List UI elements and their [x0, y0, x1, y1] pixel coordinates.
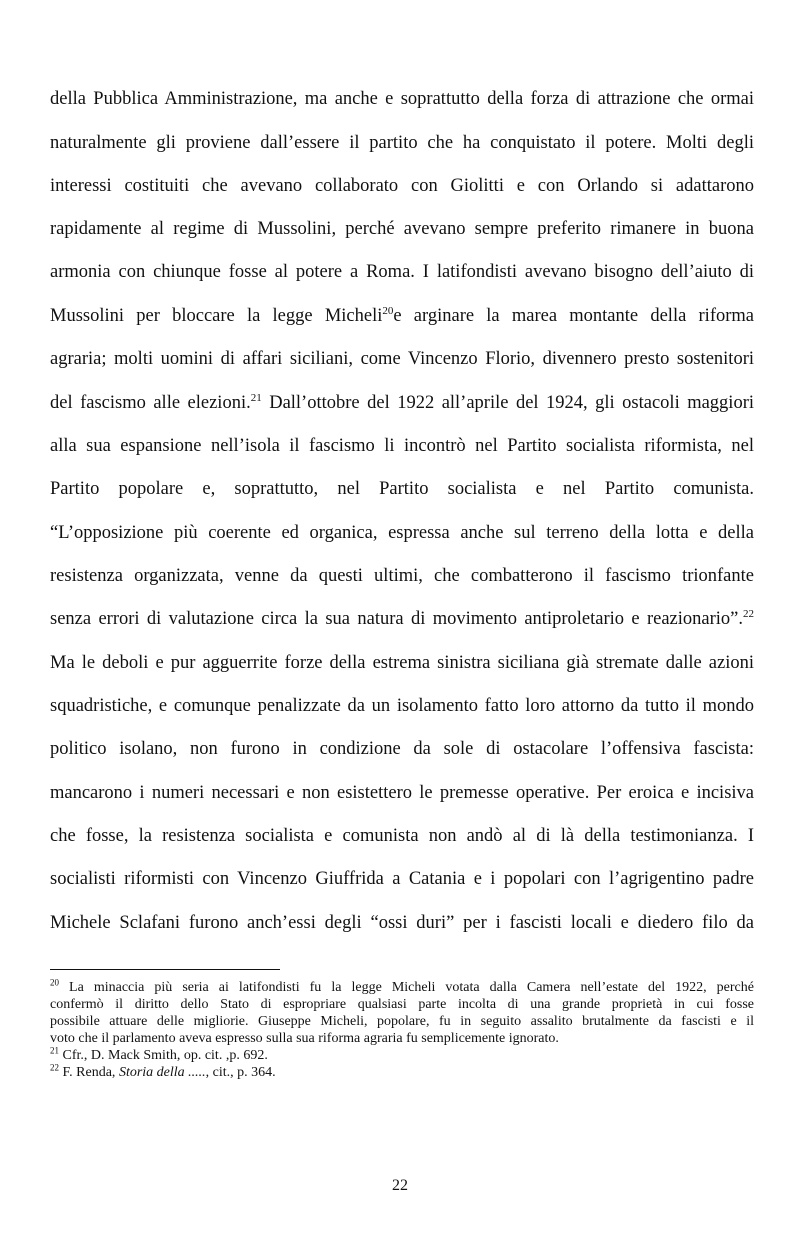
body-line [50, 305, 754, 327]
body-line [50, 392, 754, 414]
footnote-text: F. Renda, [59, 1065, 119, 1080]
body-line: squadristiche, e comunque penalizzate da un isolamento fatto loro attorno da tutto il mondo [50, 696, 754, 716]
footnote-number-20: 20 [50, 977, 59, 988]
body-line: “L’opposizione più coerente ed organica, espressa anche sul terreno della lotta e della [50, 523, 754, 543]
body-line: Partito popolare e, soprattutto, nel Partito socialista e nel Partito comunista. [50, 479, 754, 499]
body-line: Ma le deboli e pur agguerrite forze della estrema sinistra siciliana già stremate dalle azioni [50, 653, 754, 673]
body-text-span: Mussolini per bloccare la legge Micheli [50, 306, 383, 326]
body-text-span: del fascismo alle elezioni. [50, 393, 251, 413]
footnote-22 [50, 1064, 754, 1081]
footnote-20-line: voto che il parlamento aveva espresso sulla sua riforma agraria fu semplicemente ignorato. [50, 1031, 559, 1046]
footnote-ref-21[interactable]: 21 [250, 391, 262, 404]
footnote-21 [50, 1047, 754, 1064]
footnote-20-line: possibile attuare delle migliorie. Giuseppe Micheli, popolare, fu in seguito assalito brutalmente da fascisti e il [50, 1014, 754, 1029]
body-line: politico isolano, non furono in condizione da sole di ostacolare l’offensiva fascista: [50, 739, 754, 759]
body-line: agraria; molti uomini di affari siciliani, come Vincenzo Florio, divennero presto sostenitori [50, 349, 754, 369]
footnote-20-line [50, 979, 754, 996]
footnote-text: La minaccia più seria ai latifondisti fu la legge Micheli votata dalla Camera nell’estate del 1922, perché [59, 980, 754, 995]
footnote-number-22: 22 [50, 1062, 59, 1073]
body-text-span: e arginare la marea montante della riforma [393, 306, 754, 326]
body-line: naturalmente gli proviene dall’essere il partito che ha conquistato il potere. Molti degli [50, 133, 754, 153]
footnote-title-italic: Storia della ..... [118, 1065, 206, 1080]
body-line [50, 608, 754, 630]
footnote-20-line: confermò il diritto dello Stato di espropriare qualsiasi parte incolta di una grande proprietà in cui fosse [50, 997, 754, 1012]
body-text-span: Dall’ottobre del 1922 all’aprile del 1924, gli ostacoli maggiori [261, 393, 754, 413]
body-line: armonia con chiunque fosse al potere a Roma. I latifondisti avevano bisogno dell’aiuto di [50, 262, 754, 282]
body-line: interessi costituiti che avevano collaborato con Giolitti e con Orlando si adattarono [50, 176, 754, 196]
body-line: che fosse, la resistenza socialista e comunista non andò al di là della testimonianza. I [50, 826, 754, 846]
footnote-separator [50, 969, 280, 970]
footnote-text: Cfr., D. Mack Smith, op. cit. ,p. 692. [59, 1048, 268, 1063]
body-text-span: senza errori di valutazione circa la sua natura di movimento antiproletario e reazionario”. [50, 609, 743, 629]
footnote-ref-22[interactable]: 22 [743, 607, 754, 620]
body-line: Michele Sclafani furono anch’essi degli “ossi duri” per i fascisti locali e diedero filo da [50, 913, 754, 933]
body-line: rapidamente al regime di Mussolini, perché avevano sempre preferito rimanere in buona [50, 219, 754, 239]
body-line: mancarono i numeri necessari e non esistettero le premesse operative. Per eroica e incisiva [50, 783, 754, 803]
footnote-text: , cit., p. 364. [205, 1065, 276, 1080]
body-line: alla sua espansione nell’isola il fascismo li incontrò nel Partito socialista riformista, nel [50, 436, 754, 456]
page-number: 22 [392, 1177, 408, 1194]
footnote-ref-20[interactable]: 20 [382, 304, 394, 317]
body-line: della Pubblica Amministrazione, ma anche e soprattutto della forza di attrazione che ormai [50, 89, 754, 109]
body-line: socialisti riformisti con Vincenzo Giuffrida a Catania e i popolari con l’agrigentino padre [50, 869, 754, 889]
body-line: resistenza organizzata, venne da questi ultimi, che combatterono il fascismo trionfante [50, 566, 754, 586]
footnote-number-21: 21 [50, 1045, 59, 1056]
